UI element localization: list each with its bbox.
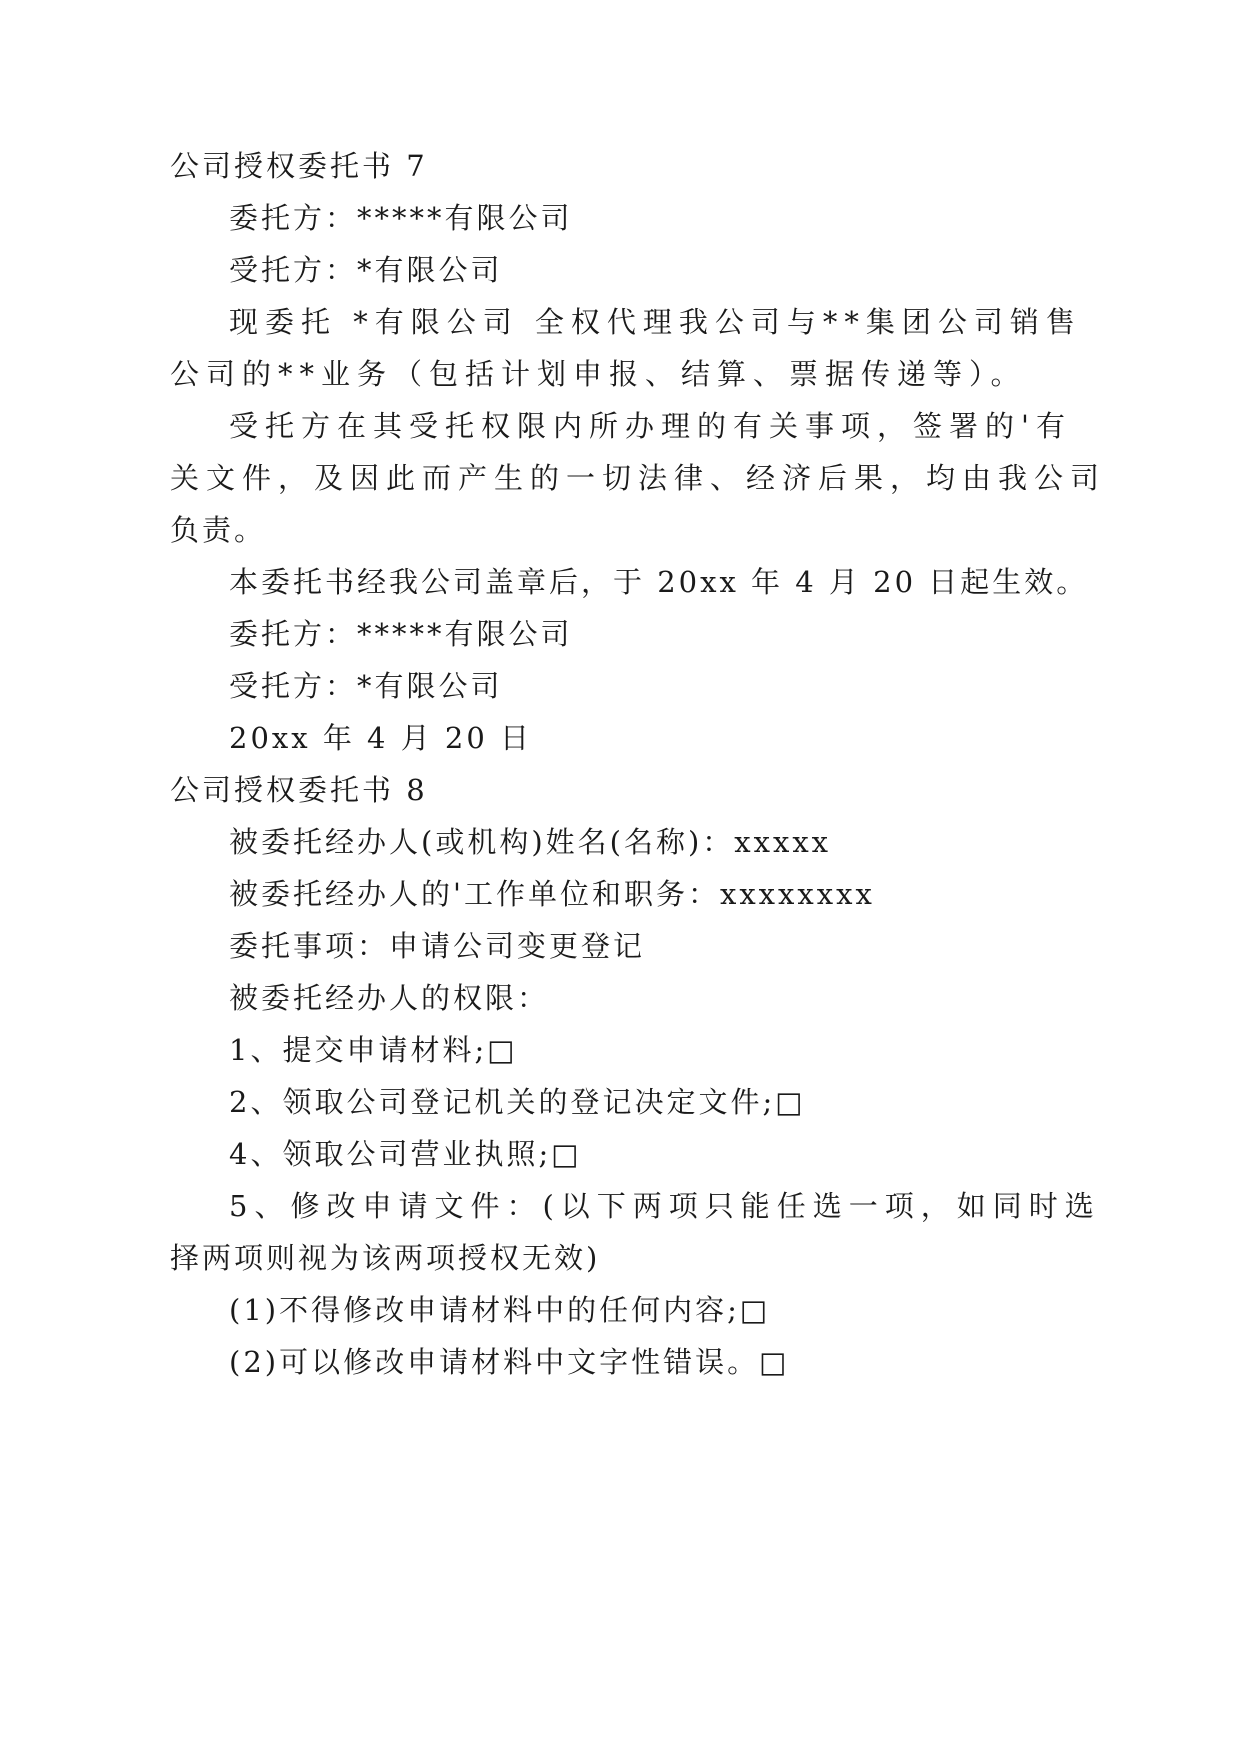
doc7-para2-line1: 受托方在其受托权限内所办理的有关事项，签署的'有	[229, 409, 1072, 443]
doc8-sub1: (1)不得修改申请材料中的任何内容;□	[229, 1293, 771, 1327]
doc8-item1: 1、提交申请材料;□	[229, 1033, 518, 1067]
doc7-para3: 本委托书经我公司盖章后，于 20xx 年 4 月 20 日起生效。	[229, 565, 1089, 599]
doc7-sign-principal: 委托方：*****有限公司	[229, 617, 573, 651]
doc8-sub2: (2)可以修改申请材料中文字性错误。□	[229, 1345, 790, 1379]
doc8-item5-line1: 5、修改申请文件：(以下两项只能任选一项，如同时选	[229, 1189, 1101, 1223]
doc7-date: 20xx 年 4 月 20 日	[229, 721, 533, 755]
doc7-para1-line2: 公司的**业务（包括计划申报、结算、票据传递等）。	[170, 357, 1027, 391]
doc8-item2: 2、领取公司登记机关的登记决定文件;□	[229, 1085, 806, 1119]
doc8-agent-name: 被委托经办人(或机构)姓名(名称)：xxxxx	[229, 825, 832, 859]
doc7-para2-line3: 负责。	[170, 513, 267, 547]
doc7-para2-line2: 关文件，及因此而产生的一切法律、经济后果，均由我公司	[170, 461, 1107, 495]
doc8-item4: 4、领取公司营业执照;□	[229, 1137, 582, 1171]
doc8-authority-title: 被委托经办人的权限：	[229, 981, 550, 1015]
doc7-sign-agent: 受托方：*有限公司	[229, 669, 503, 703]
doc7-agent: 受托方：*有限公司	[229, 253, 503, 287]
doc7-heading: 公司授权委托书 7	[170, 149, 428, 183]
doc8-item5-line2: 择两项则视为该两项授权无效)	[170, 1241, 601, 1275]
doc7-principal: 委托方：*****有限公司	[229, 201, 573, 235]
doc8-matter: 委托事项：申请公司变更登记	[229, 929, 646, 963]
doc8-heading: 公司授权委托书 8	[170, 773, 428, 807]
doc7-para1-line1: 现委托 *有限公司 全权代理我公司与**集团公司销售	[229, 305, 1082, 339]
doc8-agent-unit: 被委托经办人的'工作单位和职务：xxxxxxxx	[229, 877, 875, 911]
